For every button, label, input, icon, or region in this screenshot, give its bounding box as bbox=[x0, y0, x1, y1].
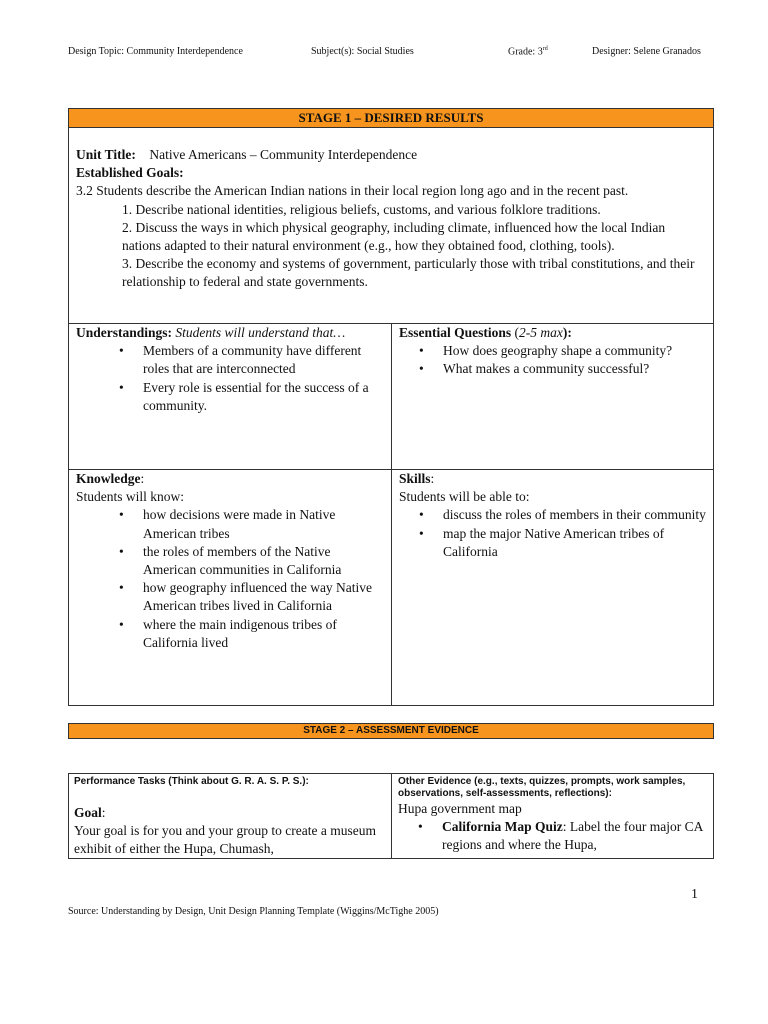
goal-item: 3. Describe the economy and systems of government, particularly those with tribal constitutions, and their relationship to federal and state governments. bbox=[122, 256, 695, 290]
grade-label: Grade: 3 bbox=[508, 46, 543, 58]
goal-standard: 3.2 Students describe the American Indian nations in their local region long ago and in the recent past. bbox=[76, 183, 629, 199]
understandings-label: Understandings: bbox=[76, 325, 173, 340]
other-evidence-list bbox=[398, 818, 710, 854]
established-goals-label: Established Goals: bbox=[76, 165, 184, 181]
grade bbox=[508, 46, 548, 57]
page-number: 1 bbox=[691, 887, 698, 902]
other-evidence-first: Hupa government map bbox=[398, 801, 522, 816]
goal-text: Your goal is for you and your group to create a museum exhibit of either the Hupa, Chumash, bbox=[74, 823, 376, 857]
knowledge-colon: : bbox=[140, 471, 145, 486]
list-item: • how geography influenced the way Native American tribes lived in California bbox=[143, 579, 381, 615]
design-topic: Design Topic: Community Interdependence bbox=[68, 46, 243, 57]
goal-label: Goal bbox=[74, 805, 102, 820]
list-item bbox=[442, 818, 710, 854]
column-divider bbox=[391, 323, 392, 705]
unit-title-label: Unit Title: bbox=[76, 147, 136, 162]
list-item: • How does geography shape a community? bbox=[443, 342, 709, 360]
list-item: • how decisions were made in Native American tribes bbox=[143, 506, 381, 542]
essential-questions-list bbox=[399, 342, 709, 378]
essential-questions-cell bbox=[399, 324, 709, 379]
subjects: Subject(s): Social Studies bbox=[311, 46, 414, 57]
understandings-list bbox=[76, 342, 381, 415]
skills-colon: : bbox=[430, 471, 435, 486]
essential-questions-label: Essential Questions bbox=[399, 325, 512, 340]
stage1-title: STAGE 1 – DESIRED RESULTS bbox=[68, 108, 714, 128]
goal-item: 1. Describe national identities, religious beliefs, customs, and various folklore traditions. bbox=[122, 201, 601, 217]
unit-title-section bbox=[76, 146, 706, 292]
list-item: • the roles of members of the Native American communities in California bbox=[143, 543, 381, 579]
skills-intro: Students will be able to: bbox=[399, 489, 530, 505]
grade-suffix: rd bbox=[542, 46, 548, 52]
knowledge-label: Knowledge bbox=[76, 471, 141, 486]
skills-label: Skills bbox=[399, 471, 431, 486]
other-evidence-label: Other Evidence (e.g., texts, quizzes, prompts, work samples, observations, self-assessments, reflections): bbox=[398, 776, 686, 799]
understandings-cell bbox=[76, 324, 381, 415]
understandings-prompt: Students will understand that… bbox=[175, 325, 346, 340]
knowledge-list bbox=[76, 506, 381, 652]
stage2-table bbox=[68, 773, 714, 859]
stage2-title: STAGE 2 – ASSESSMENT EVIDENCE bbox=[68, 723, 714, 739]
performance-tasks-cell bbox=[74, 776, 386, 859]
goal-colon: : bbox=[101, 805, 106, 820]
column-divider bbox=[391, 774, 392, 858]
performance-tasks-label: Performance Tasks (Think about G. R. A. S. P. S.): bbox=[74, 776, 309, 787]
goal-list bbox=[76, 201, 706, 292]
skills-cell bbox=[399, 470, 709, 561]
eq-paren: ( bbox=[514, 325, 520, 340]
other-evidence-cell bbox=[398, 776, 710, 855]
goal-item: 2. Discuss the ways in which physical geography, including climate, influenced how the local Indian nations adapted to their natural environment (e.g., how they obtained food, clothing, tools). bbox=[122, 219, 666, 254]
list-item: • What makes a community successful? bbox=[443, 360, 709, 378]
skills-list bbox=[399, 506, 709, 561]
unit-title bbox=[76, 146, 706, 164]
eq-close: ): bbox=[562, 325, 572, 340]
unit-title-value: Native Americans – Community Interdependence bbox=[149, 147, 418, 162]
list-item: • Every role is essential for the success of a community. bbox=[143, 379, 381, 415]
quiz-text: : Label the four major CA regions and where the Hupa, bbox=[442, 819, 703, 853]
knowledge-cell bbox=[76, 470, 381, 652]
source-footer: Source: Understanding by Design, Unit Design Planning Template (Wiggins/McTighe 2005) bbox=[68, 906, 439, 917]
eq-hint: 2-5 max bbox=[519, 325, 563, 340]
list-item: • where the main indigenous tribes of California lived bbox=[143, 616, 381, 652]
designer: Designer: Selene Granados bbox=[592, 46, 701, 57]
list-item: • Members of a community have different roles that are interconnected bbox=[143, 342, 381, 378]
list-item: • discuss the roles of members in their community bbox=[443, 506, 709, 524]
stage1-table bbox=[68, 127, 714, 706]
list-item: • map the major Native American tribes of California bbox=[443, 525, 709, 561]
quiz-label: California Map Quiz bbox=[442, 819, 563, 835]
knowledge-intro: Students will know: bbox=[76, 489, 185, 505]
